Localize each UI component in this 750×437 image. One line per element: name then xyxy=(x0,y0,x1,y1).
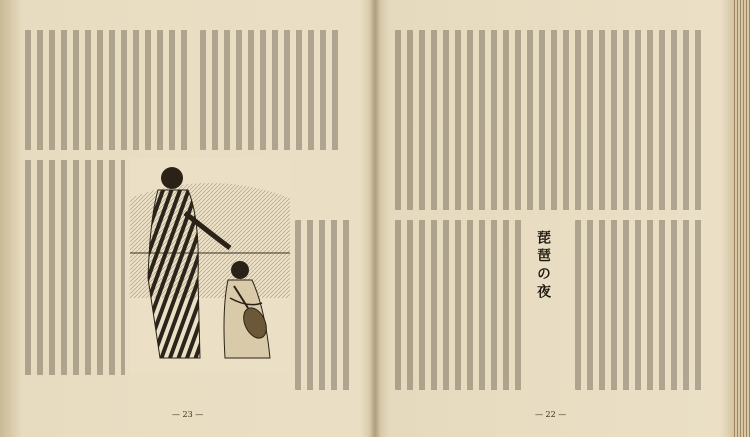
illustration xyxy=(130,158,290,373)
text-block-right-lower xyxy=(295,220,350,390)
text-block-upper-right xyxy=(200,30,340,150)
page-number-left: — 23 — xyxy=(172,410,204,419)
right-page xyxy=(375,0,750,437)
text-block-lower-left xyxy=(395,220,525,390)
text-block-lower-right xyxy=(575,220,705,390)
text-block-left-lower xyxy=(25,160,125,375)
text-block-upper-right xyxy=(395,30,705,210)
page-number-right: — 22 — xyxy=(535,410,567,419)
text-block-upper-left xyxy=(25,30,190,150)
chapter-title: 琵琶の夜 xyxy=(535,230,551,302)
